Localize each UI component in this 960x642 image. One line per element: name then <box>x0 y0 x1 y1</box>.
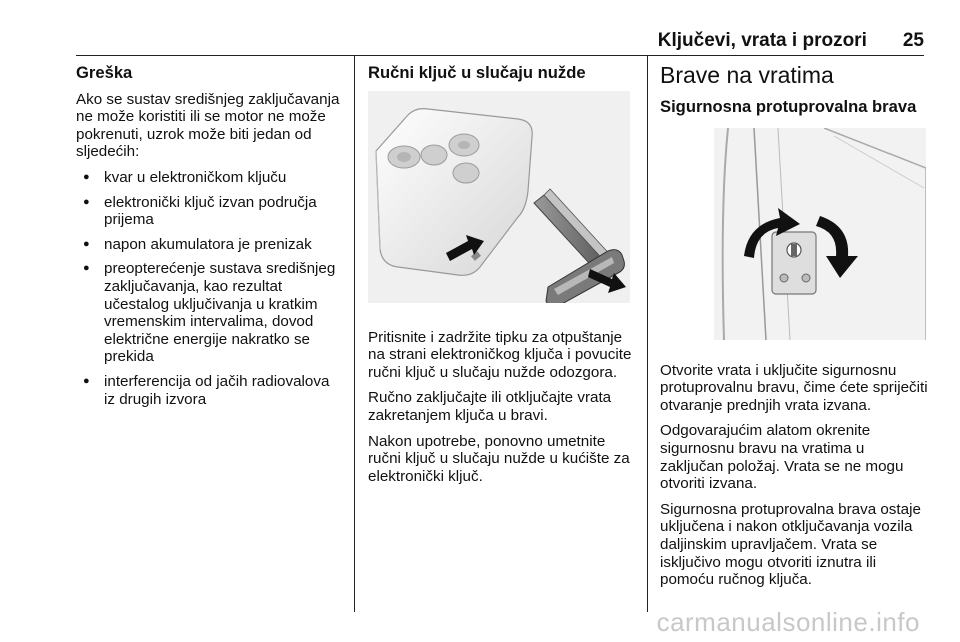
page-number: 25 <box>902 30 924 51</box>
list-item: ● preopterećenje sustava središnjeg zaključavanja, kao rezultat učestalog uključivanja u kratkim vremenskim intervalima, dovod električne energije nakratko se prekida <box>76 260 344 366</box>
emergency-key-icon <box>368 91 630 303</box>
door-locks-heading: Brave na vratima <box>660 62 834 88</box>
column-divider <box>354 56 355 612</box>
child-lock-subheading: Sigurnosna protuprovalna brava <box>660 97 917 116</box>
list-item: ● kvar u elektroničkom ključu <box>76 169 344 187</box>
header-rule <box>76 55 924 56</box>
column-fault <box>76 62 344 415</box>
door-lock-paragraph: Otvorite vrata i uključite sigurnosnu protuprovalnu bravu, čime ćete spriječiti otvaranje prednjih vrata izvana. <box>660 361 928 414</box>
fault-causes-list <box>76 169 344 408</box>
column-emergency-key <box>368 62 634 493</box>
door-child-lock-icon <box>714 128 926 340</box>
door-child-lock-illustration <box>714 128 926 340</box>
column-door-locks <box>660 62 928 597</box>
list-item: ● elektronički ključ izvan područja prijema <box>76 194 344 229</box>
fault-heading: Greška <box>76 63 133 82</box>
emergency-key-paragraph: Pritisnite i zadržite tipku za otpuštanje na strani elektroničkog ključa i povucite ručni ključ u slučaju nužde odozgora. <box>368 328 632 381</box>
watermark: carmanualsonline.info <box>656 607 920 637</box>
list-item: ● napon akumulatora je prenizak <box>76 236 344 254</box>
door-lock-paragraph: Sigurnosna protuprovalna brava ostaje uključena i nakon otključavanja vozila daljinskim upravljačem. Vrata se isključivo mogu otvoriti iznutra ili pomoću ručnog ključa. <box>660 500 921 589</box>
emergency-key-illustration <box>368 91 630 303</box>
section-title: Ključevi, vrata i prozori <box>657 30 867 51</box>
door-lock-paragraph: Odgovarajućim alatom okrenite sigurnosnu bravu na vratima u zaključan položaj. Vrata se ne mogu otvoriti izvana. <box>660 422 904 493</box>
emergency-key-paragraph: Nakon upotrebe, ponovno umetnite ručni ključ u slučaju nužde u kućište za elektronički ključ. <box>368 432 630 485</box>
emergency-key-paragraph: Ručno zaključajte ili otključajte vrata zakretanjem ključa u bravi. <box>368 389 612 424</box>
emergency-key-heading: Ručni ključ u slučaju nužde <box>368 63 586 82</box>
list-item: ● interferencija od jačih radiovalova iz drugih izvora <box>76 373 344 408</box>
page-header <box>658 30 924 52</box>
column-divider <box>647 56 648 612</box>
fault-intro: Ako se sustav središnjeg zaključavanja ne može koristiti ili se motor ne može pokrenuti, uzrok može biti jedan od sljedećih: <box>76 90 340 161</box>
